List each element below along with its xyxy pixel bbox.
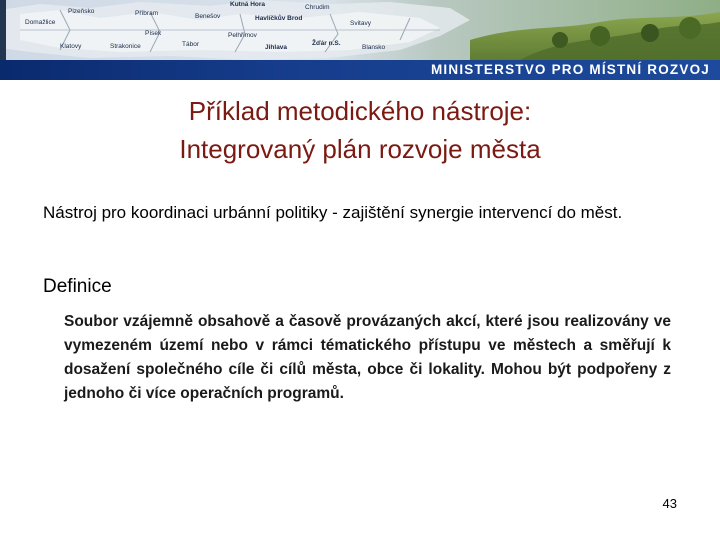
map-label: Svitavy	[350, 20, 371, 27]
map-label: Kutná Hora	[230, 1, 266, 8]
title-line-1: Příklad metodického nástroje:	[188, 96, 532, 126]
page-number: 43	[662, 496, 677, 511]
definition-heading: Definice	[43, 276, 112, 297]
map-label: Chrudim	[305, 4, 330, 11]
map-label: Benešov	[195, 13, 221, 20]
map-label: Domažlice	[25, 19, 56, 26]
map-label: Klatovy	[60, 43, 82, 50]
map-label: Strakonice	[110, 43, 141, 50]
map-label: Písek	[145, 30, 162, 37]
map-label: Blansko	[362, 44, 386, 51]
header-banner	[0, 0, 720, 80]
map-label: Jihlava	[265, 44, 288, 51]
map-label: Žďár n.S.	[312, 40, 341, 47]
map-label: Tábor	[182, 41, 199, 48]
map-label: Pelhřimov	[228, 32, 257, 39]
map-label: Příbram	[135, 10, 159, 17]
map-label: Havlíčkův Brod	[255, 15, 303, 22]
title-line-2: Integrovaný plán rozvoje města	[179, 134, 541, 164]
intro-text: Nástroj pro koordinaci urbánní politiky - zajištění synergie intervencí do měst.	[43, 203, 623, 222]
definition-text: Soubor vzájemně obsahově a časově provázaných akcí, které jsou realizovány ve vymezeném území nebo v rámci tématického přístupu ve městech a směřují k dosažení společného cíle či cílů města, obce či lokality. Mohou být podpořeny z jednoho či více operačních programů.	[64, 313, 671, 402]
slide-title	[0, 92, 720, 168]
ministry-name: MINISTERSTVO PRO MÍSTNÍ ROZVOJ	[430, 62, 710, 77]
map-label: Plzeňsko	[68, 8, 95, 15]
ministry-bar	[0, 60, 720, 80]
